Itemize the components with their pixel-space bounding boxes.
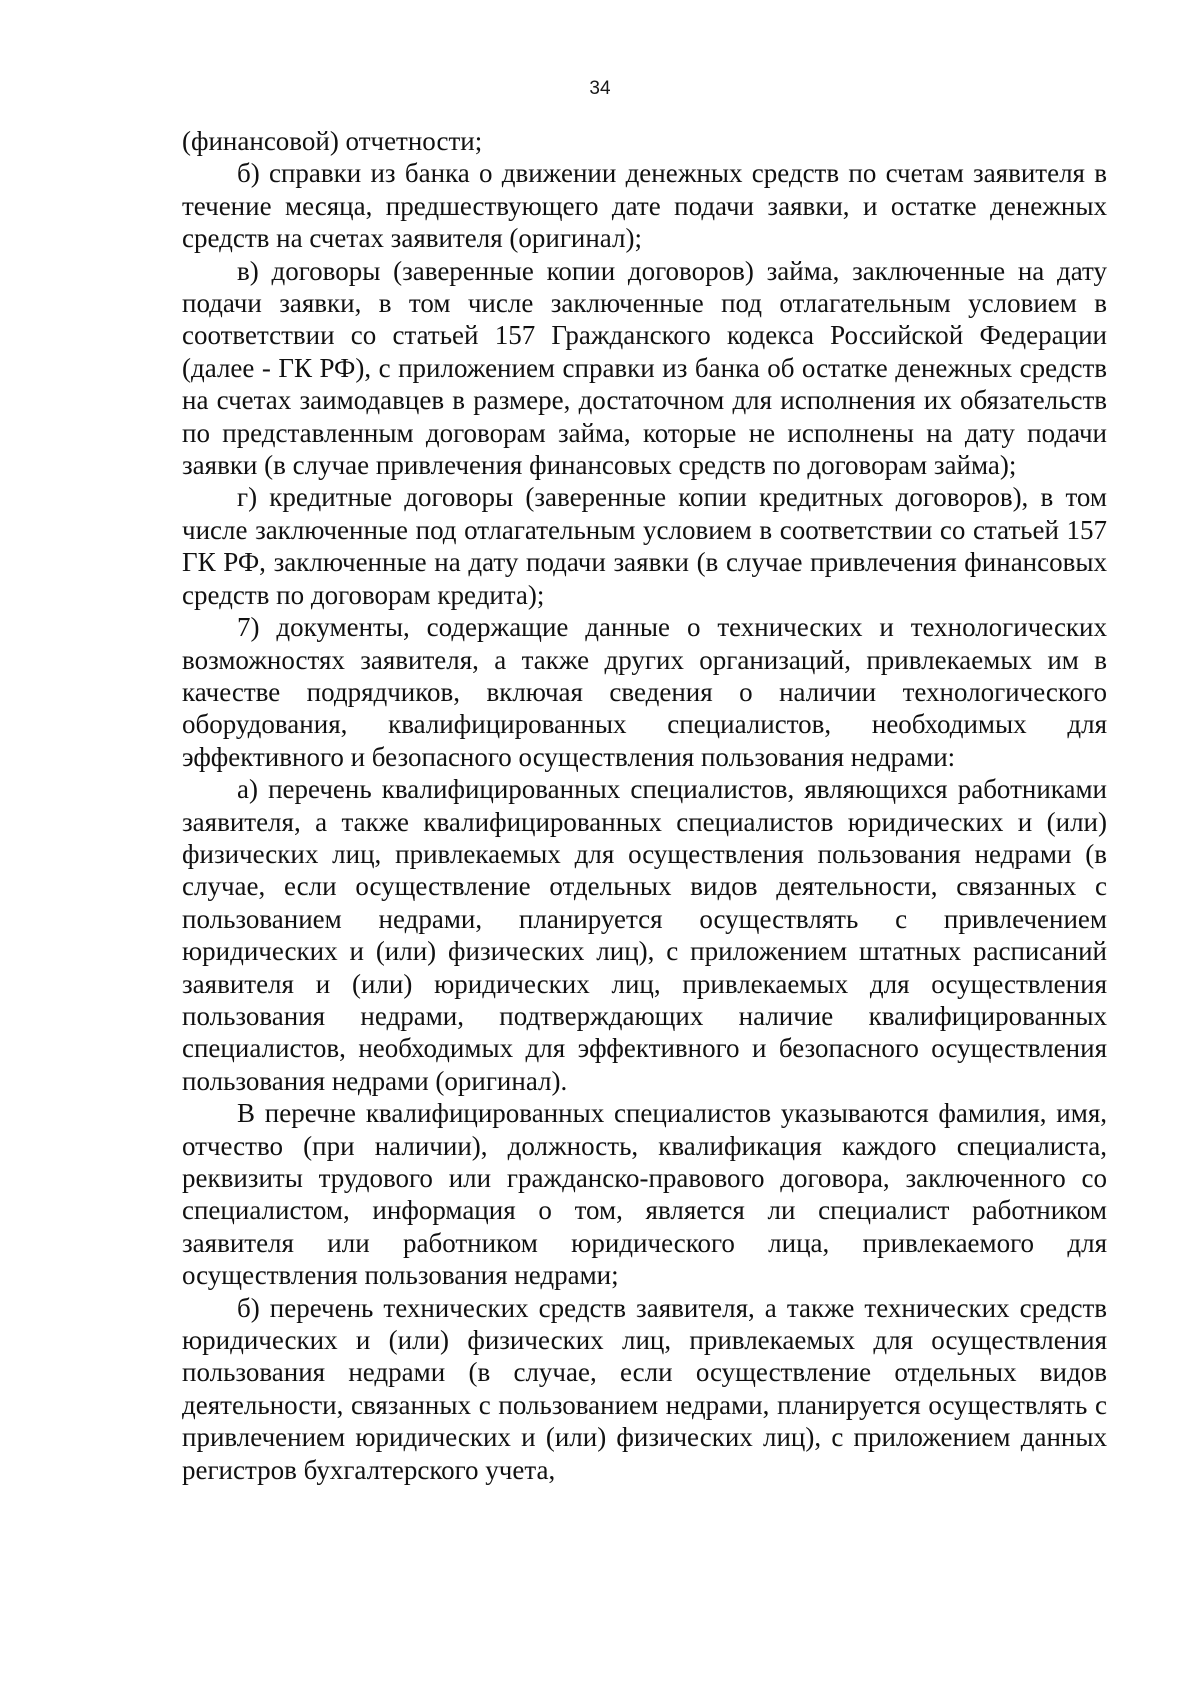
paragraph-bank-statements: б) справки из банка о движении денежных средств по счетам заявителя в течение месяца, предшествующего дате подачи заявки, и остатке денежных средств на счетах заявителя (оригинал); bbox=[182, 158, 1107, 254]
paragraph-financial-statements-end: (финансовой) отчетности; bbox=[182, 126, 483, 156]
paragraph-specialists-details: В перечне квалифицированных специалистов указываются фамилия, имя, отчество (при наличии), должность, квалификация каждого специалиста, реквизиты трудового или гражданско-правового договора, заключенного со специалистом, информация о том, является ли специалист работником заявителя или работником юридического лица, привлекаемого для осуществления пользования недрами; bbox=[182, 1098, 1107, 1291]
page-number: 34 bbox=[589, 78, 611, 99]
paragraph-loan-agreements: в) договоры (заверенные копии договоров) займа, заключенные на дату подачи заявки, в том числе заключенные под отлагательным условием в соответствии со статьей 157 Гражданского кодекса Российской Федерации (далее - ГК РФ), с приложением справки из банка об остатке денежных средств на счетах заимодавцев в размере, достаточном для исполнения их обязательств по представленным договорам займа, которые не исполнены на дату подачи заявки (в случае привлечения финансовых средств по договорам займа); bbox=[182, 255, 1107, 481]
paragraph-technical-means-list: б) перечень технических средств заявителя, а также технических средств юридических и (или) физических лиц, привлекаемых для осуществления пользования недрами (в случае, если осуществление отдельных видов деятельности, связанных с пользованием недрами, планируется осуществлять с привлечением юридических и (или) физических лиц), с приложением данных регистров бухгалтерского учета, bbox=[182, 1292, 1107, 1485]
paragraph-specialists-list: а) перечень квалифицированных специалистов, являющихся работниками заявителя, а также квалифицированных специалистов юридических и (или) физических лиц, привлекаемых для осуществления пользования недрами (в случае, если осуществление отдельных видов деятельности, связанных с пользованием недрами, планируется осуществлять с привлечением юридических и (или) физических лиц), с приложением штатных расписаний заявителя и (или) юридических лиц, привлекаемых для осуществления пользования недрами, подтверждающих наличие квалифицированных специалистов, необходимых для эффективного и безопасного осуществления пользования недрами (оригинал). bbox=[182, 774, 1107, 1096]
paragraph-credit-agreements: г) кредитные договоры (заверенные копии кредитных договоров), в том числе заключенные под отлагательным условием в соответствии со статьей 157 ГК РФ, заключенные на дату подачи заявки (в случае привлечения финансовых средств по договорам кредита); bbox=[182, 482, 1107, 610]
document-body bbox=[182, 125, 1107, 1486]
paragraph-technical-capabilities: 7) документы, содержащие данные о технических и технологических возможностях заявителя, а также других организаций, привлекаемых им в качестве подрядчиков, включая сведения о наличии технологического оборудования, квалифицированных специалистов, необходимых для эффективного и безопасного осуществления пользования недрами: bbox=[182, 612, 1107, 772]
